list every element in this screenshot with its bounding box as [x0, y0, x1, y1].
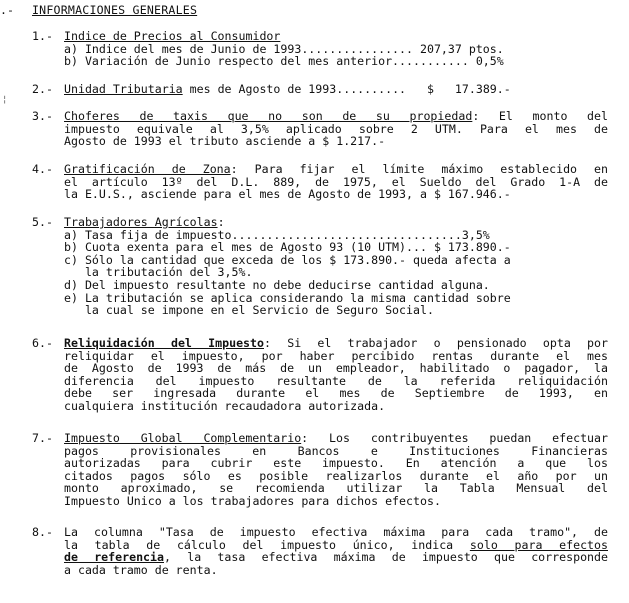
item-line: autorizadas para cubrir este impuesto. En atención a que los — [64, 456, 608, 471]
item-line: impuesto equivale al 3,5% aplicado sobre 2 UTM. Para el mes de — [64, 121, 608, 136]
item-line: c) Sólo la cantidad que exceda de los $ 173.890.- queda afecta a — [64, 252, 511, 267]
item-line: a cada tramo de renta. — [64, 562, 218, 577]
item-line: reliquidar el impuesto, por haber percibido rentas durante el mes — [64, 348, 608, 363]
item-text: : — [217, 215, 225, 229]
item-line: la tributación del 3,5%. — [64, 265, 253, 280]
emphasis-text: solo para efectos — [469, 537, 608, 552]
item-line: el artículo 13º del D.L. 889, de 1975, el Sueldo del Grado 1-A de — [64, 174, 608, 189]
item-line: b) Cuota exenta para el mes de Agosto 93 (10 UTM)... $ 173.890.- — [64, 240, 511, 255]
item-line: e) La tributación se aplica considerando la misma cantidad sobre — [64, 290, 511, 305]
item-line: a) Tasa fija de impuesto.................................3,5% — [64, 227, 490, 242]
leading-dash: .- — [0, 3, 14, 17]
item-text: la tabla de cálculo del impuesto único, indica — [64, 537, 470, 552]
item-number: 7.- — [32, 431, 53, 445]
item-line: b) Variación de Junio respecto del mes anterior........... 0,5% — [64, 54, 504, 69]
item-text: : Para fijar el límite máximo establecido en — [230, 162, 608, 176]
item-number: 3.- — [32, 109, 53, 123]
item-line: monto aproximado, se recomienda utilizar la Tabla Mensual del — [64, 481, 608, 496]
item-title: Trabajadores Agrícolas — [64, 215, 218, 229]
item-line: pagos provisionales en Bancos e Instituciones Financieras — [64, 443, 608, 458]
item-title: Impuesto Global Complementario — [64, 431, 302, 445]
item-line: Agosto de 1993 el tributo asciende a $ 1.217.- — [64, 134, 386, 149]
item-title: Indice de Precios al Consumidor — [64, 29, 281, 43]
item-line: d) Del impuesto resultante no debe deducirse cantidad alguna. — [64, 277, 490, 292]
item-line: la E.U.S., asciende para el mes de Agosto de 1993, a $ 167.946.- — [64, 187, 511, 202]
item-line: Impuesto Unico a los trabajadores para dichos efectos. — [64, 493, 441, 508]
section-heading: INFORMACIONES GENERALES — [32, 3, 198, 17]
item-text: : Si el trabajador o pensionado opta por — [264, 336, 608, 350]
item-number: 5.- — [32, 215, 53, 229]
item-title: Gratificación de Zona — [64, 162, 231, 176]
item-line: de Agosto de 1993 de más de un empleador, habilitado o pagador, la — [64, 361, 608, 376]
item-line: La columna "Tasa de impuesto efectiva máxima para cada tramo", de — [64, 525, 608, 539]
item-title: Unidad Tributaria — [64, 82, 183, 96]
item-number: 8.- — [32, 525, 53, 539]
item-text: mes de Agosto de 1993.......... $ 17.389.- — [182, 82, 511, 96]
margin-mark: ¦ — [2, 95, 8, 105]
item-text: : Los contribuyentes puedan efectuar — [301, 431, 608, 445]
item-number: 4.- — [32, 162, 53, 176]
item-line: a) Indice del mes de Junio de 1993................ 207,37 ptos. — [64, 41, 504, 56]
item-text: , la tasa efectiva máxima de impuesto que corresponde — [164, 550, 608, 565]
item-title: Choferes de taxis que no son de su propiedad — [64, 109, 473, 123]
item-line: debe ser ingresada durante el mes de Septiembre de 1993, en — [64, 386, 608, 401]
item-title: Reliquidación del Impuesto — [64, 336, 264, 350]
item-number: 6.- — [32, 336, 53, 350]
item-line: diferencia del impuesto resultante de la referida reliquidación — [64, 373, 608, 388]
item-line: la cual se impone en el Servicio de Seguro Social. — [64, 303, 434, 318]
item-number: 1.- — [32, 29, 53, 43]
item-number: 2.- — [32, 82, 53, 96]
item-line: cualquiera institución recaudadora autorizada. — [64, 398, 386, 413]
item-line: citados pagos sólo es posible realizarlos durante el año por un — [64, 468, 608, 483]
emphasis-text: de referencia — [64, 550, 164, 565]
item-text: : El monto del — [472, 109, 608, 123]
